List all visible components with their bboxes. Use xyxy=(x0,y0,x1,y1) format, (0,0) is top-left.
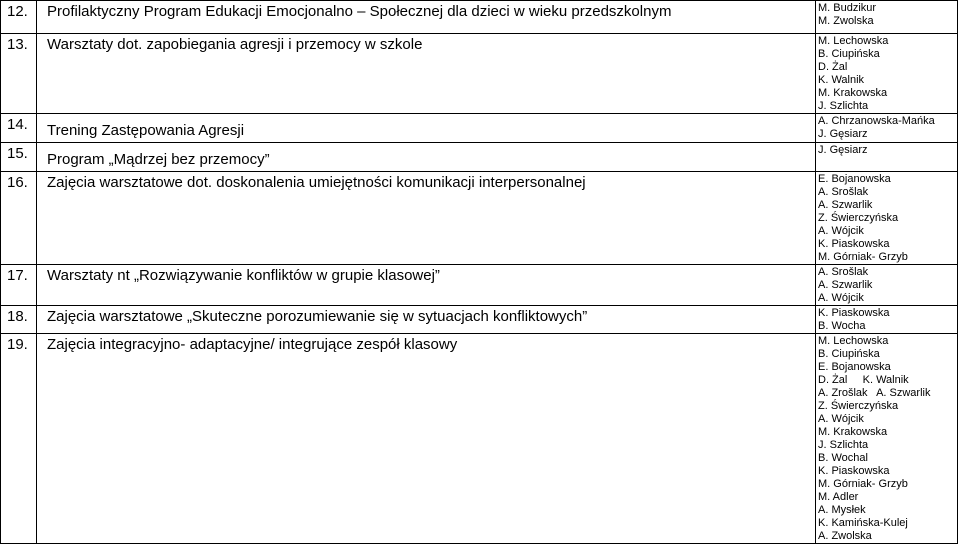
staff-name: K. Piaskowska xyxy=(818,307,890,319)
row-number: 18. xyxy=(1,306,37,334)
row-number: 13. xyxy=(1,34,37,114)
program-title-text: Program „Mądrzej bez przemocy” xyxy=(47,151,270,168)
staff-name: E. Bojanowska xyxy=(818,173,891,185)
staff-name: M. Lechowska xyxy=(818,35,889,47)
staff-name: K. Walnik xyxy=(818,74,865,86)
program-title xyxy=(37,143,816,172)
table-row xyxy=(1,265,958,306)
staff-name: A. Mysłek xyxy=(818,504,866,516)
program-title: Zajęcia warsztatowe „Skuteczne porozumiewanie się w sytuacjach konfliktowych” xyxy=(37,306,816,334)
table-row xyxy=(1,172,958,265)
program-title xyxy=(37,114,816,143)
row-number: 15. xyxy=(1,143,37,172)
staff-name: M. Lechowska xyxy=(818,335,889,347)
staff-name: J. Gęsiarz xyxy=(818,128,868,140)
row-number: 17. xyxy=(1,265,37,306)
staff-name: J. Szlichta xyxy=(818,100,869,112)
staff-name: K. Kamińska-Kulej xyxy=(818,517,908,529)
staff-list xyxy=(816,172,958,265)
staff-name: A. Wójcik xyxy=(818,292,864,304)
staff-name: A. Srošlak xyxy=(818,186,869,198)
table-row xyxy=(1,1,958,34)
staff-name: B. Ciupińska xyxy=(818,48,880,60)
staff-list xyxy=(816,334,958,544)
staff-list xyxy=(816,306,958,334)
staff-name: B. Ciupińska xyxy=(818,348,880,360)
row-number: 19. xyxy=(1,334,37,544)
program-title: Profilaktyczny Program Edukacji Emocjonalno – Społecznej dla dzieci w wieku przedszkolnym xyxy=(37,1,816,34)
program-title: Warsztaty nt „Rozwiązywanie konfliktów w grupie klasowej” xyxy=(37,265,816,306)
staff-name: M. Adler xyxy=(818,491,859,503)
program-title: Zajęcia warsztatowe dot. doskonalenia umiejętności komunikacji interpersonalnej xyxy=(37,172,816,265)
program-title: Zajęcia integracyjno- adaptacyjne/ integrujące zespół klasowy xyxy=(37,334,816,544)
staff-name: J. Szlichta xyxy=(818,439,869,451)
staff-name: A. Zrošlak A. Szwarlik xyxy=(818,387,931,399)
staff-name: A. Wójcik xyxy=(818,413,864,425)
staff-name: A. Szwarlik xyxy=(818,199,873,211)
staff-list xyxy=(816,265,958,306)
staff-list xyxy=(816,143,958,172)
staff-name: M. Górniak- Grzyb xyxy=(818,251,908,263)
staff-name: Z. Świerczyńska xyxy=(818,212,899,224)
staff-name: D. Żal K. Walnik xyxy=(818,374,909,386)
staff-name: J. Gęsiarz xyxy=(818,144,868,156)
table-row xyxy=(1,306,958,334)
staff-name: Z. Świerczyńska xyxy=(818,400,899,412)
staff-name: K. Piaskowska xyxy=(818,238,890,250)
table-row xyxy=(1,143,958,172)
staff-name: K. Piaskowska xyxy=(818,465,890,477)
staff-name: M. Zwolska xyxy=(818,15,874,27)
row-number: 14. xyxy=(1,114,37,143)
staff-name: A. Zwolska xyxy=(818,530,872,542)
table-row xyxy=(1,34,958,114)
staff-list xyxy=(816,114,958,143)
program-title: Warsztaty dot. zapobiegania agresji i przemocy w szkole xyxy=(37,34,816,114)
staff-name: M. Budzikur xyxy=(818,2,877,14)
staff-name: D. Żal xyxy=(818,61,848,73)
row-number: 12. xyxy=(1,1,37,34)
staff-list xyxy=(816,34,958,114)
staff-list xyxy=(816,1,958,34)
staff-name: B. Wocha xyxy=(818,320,866,332)
staff-name: M. Krakowska xyxy=(818,87,888,99)
row-number: 16. xyxy=(1,172,37,265)
staff-name: A. Chrzanowska-Mańka xyxy=(818,115,935,127)
staff-name: A. Wójcik xyxy=(818,225,864,237)
staff-name: M. Krakowska xyxy=(818,426,888,438)
staff-name: A. Szwarlik xyxy=(818,279,873,291)
table-row xyxy=(1,114,958,143)
staff-name: B. Wochal xyxy=(818,452,868,464)
program-title-text: Trening Zastępowania Agresji xyxy=(47,122,245,139)
table-row xyxy=(1,334,958,544)
staff-name: E. Bojanowska xyxy=(818,361,891,373)
staff-name: M. Górniak- Grzyb xyxy=(818,478,908,490)
staff-name: A. Srošlak xyxy=(818,266,869,278)
